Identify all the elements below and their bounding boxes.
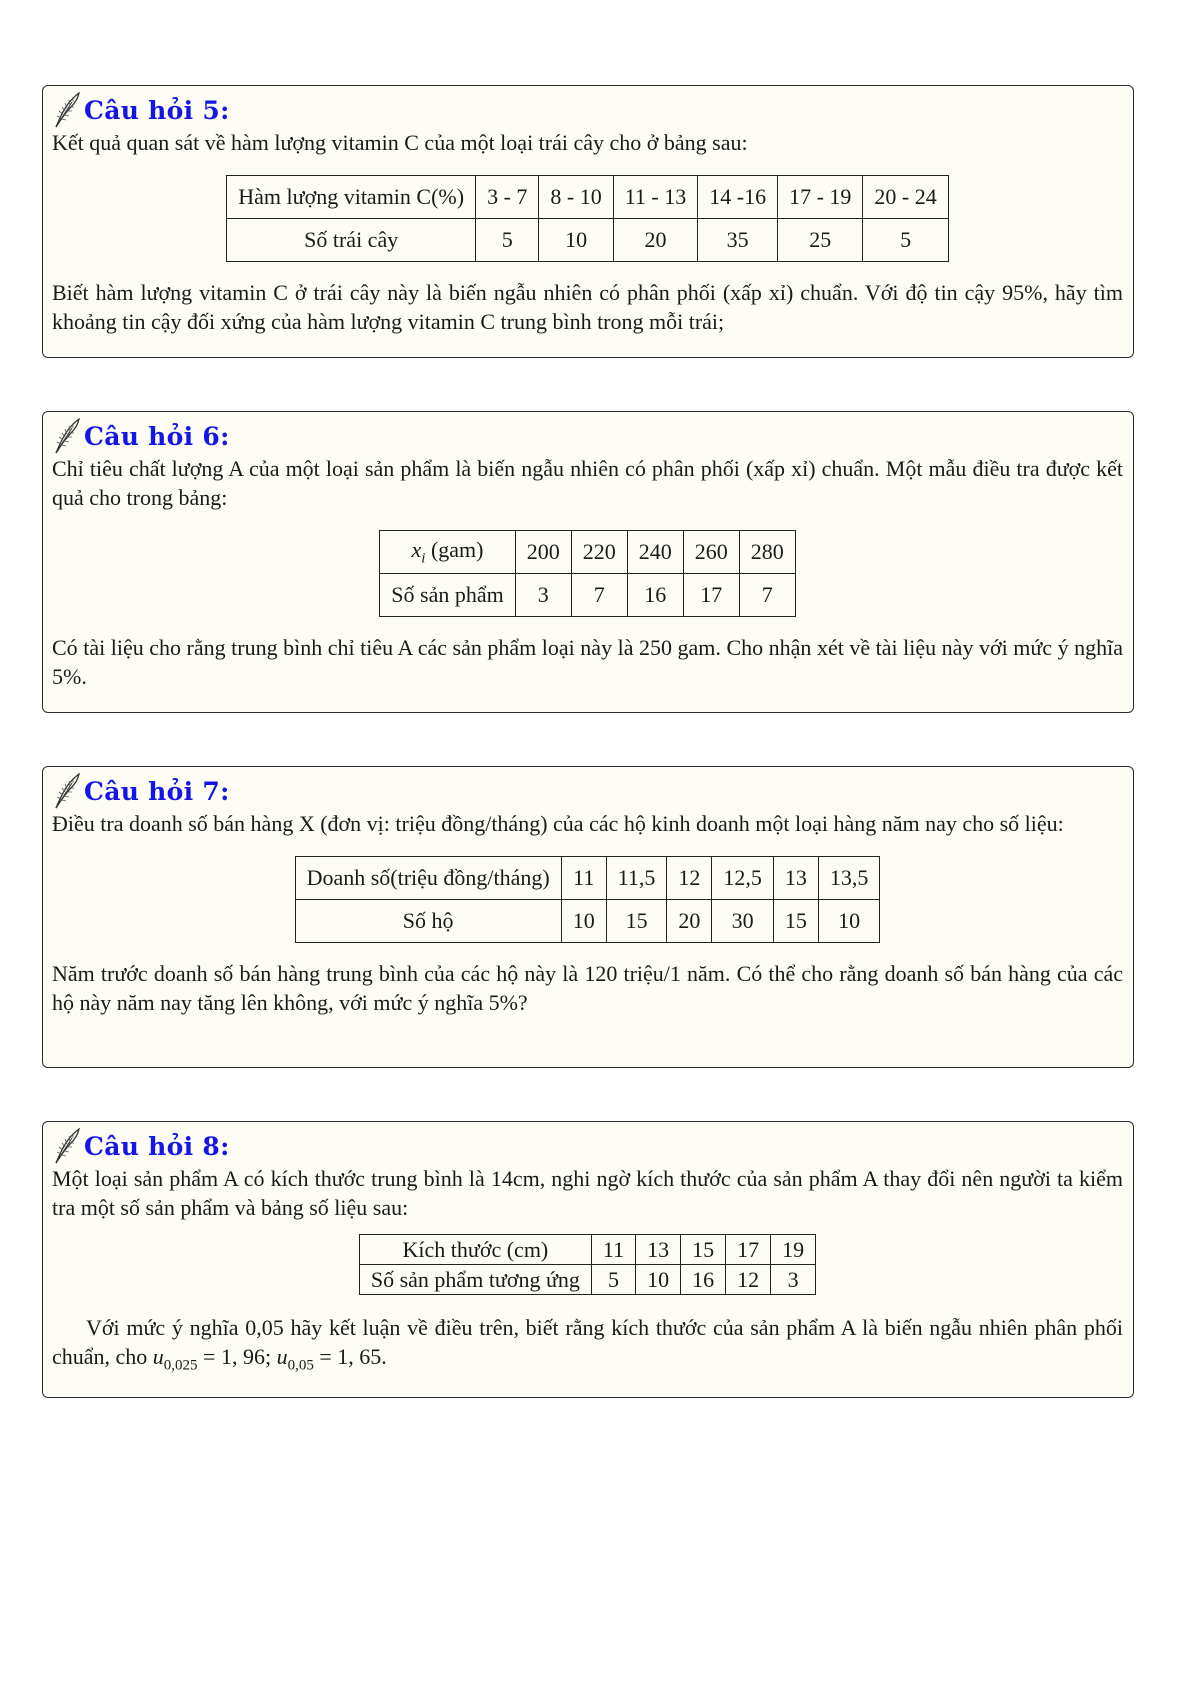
variable-subscript: i: [421, 550, 426, 567]
table-cell: 11 - 13: [613, 176, 698, 219]
question-7-box: [42, 766, 1134, 1068]
quill-icon: [52, 1128, 80, 1164]
table-row: [227, 219, 948, 262]
table-cell: 13: [773, 857, 818, 900]
quill-icon: [52, 92, 80, 128]
u-value-2: 1, 65: [337, 1344, 382, 1369]
u-variable: u: [152, 1344, 164, 1369]
table-cell: 17: [683, 574, 739, 617]
question-6-box: [42, 411, 1134, 713]
question-7-title: Câu hỏi 7:: [84, 776, 230, 806]
table-cell: 13: [636, 1235, 681, 1265]
table-cell: 220: [571, 531, 627, 574]
u-subscript-2: 0,05: [287, 1357, 314, 1374]
table-cell: 25: [778, 219, 863, 262]
question-8-header: [52, 1128, 1123, 1164]
table-cell: 10: [539, 219, 613, 262]
table-cell: 8 - 10: [539, 176, 613, 219]
table-cell: 12: [667, 857, 712, 900]
variable-x: x: [411, 536, 422, 562]
quill-icon: [52, 418, 80, 454]
row-label: Số hộ: [295, 900, 561, 943]
table-cell: 3: [771, 1265, 816, 1295]
table-row: [359, 1235, 815, 1265]
table-cell: 20 - 24: [863, 176, 948, 219]
question-8-intro: Một loại sản phẩm A có kích thước trung bình là 14cm, nghi ngờ kích thước của sản phẩm A thay đổi nên người ta kiểm tra một số sản phẩm và bảng số liệu sau:: [52, 1166, 1123, 1220]
equals-sign: =: [313, 1344, 338, 1369]
row-label: Số trái cây: [227, 219, 476, 262]
table-cell: 17 - 19: [778, 176, 863, 219]
u-value-1: 1, 96: [220, 1344, 265, 1369]
question-8-table: [359, 1234, 816, 1295]
table-cell: 12: [726, 1265, 771, 1295]
table-cell: 10: [818, 900, 880, 943]
row-label: [380, 531, 515, 574]
quill-icon: [52, 773, 80, 809]
table-cell: 5: [863, 219, 948, 262]
question-6-outro: Có tài liệu cho rằng trung bình chỉ tiêu A các sản phẩm loại này là 250 gam. Cho nhận xét về tài liệu này với mức ý nghĩa 5%.: [52, 635, 1123, 689]
table-cell: 10: [636, 1265, 681, 1295]
row-label: Kích thước (cm): [359, 1235, 591, 1265]
table-cell: 11: [561, 857, 606, 900]
table-cell: 240: [627, 531, 683, 574]
table-cell: 5: [591, 1265, 635, 1295]
row-label: Hàm lượng vitamin C(%): [227, 176, 476, 219]
question-5-outro: Biết hàm lượng vitamin C ở trái cây này là biến ngẫu nhiên có phân phối (xấp xỉ) chuẩn. Với độ tin cậy 95%, hãy tìm khoảng tin cậy đối xứng của hàm lượng vitamin C trung bình trong mỗi trái;: [52, 280, 1123, 334]
question-5-header: [52, 92, 1123, 128]
table-cell: 7: [739, 574, 795, 617]
table-cell: 280: [739, 531, 795, 574]
table-cell: 3 - 7: [476, 176, 539, 219]
u-variable: u: [276, 1344, 288, 1369]
table-row: [295, 857, 880, 900]
question-7-header: [52, 773, 1123, 809]
table-cell: 13,5: [818, 857, 880, 900]
table-row: [380, 531, 795, 574]
table-cell: 10: [561, 900, 606, 943]
equals-sign: =: [197, 1344, 221, 1369]
table-cell: 200: [515, 531, 571, 574]
table-cell: 12,5: [712, 857, 774, 900]
table-row: [227, 176, 948, 219]
question-7-table: [295, 856, 881, 943]
question-8-box: [42, 1121, 1134, 1398]
outro-text: Với mức ý nghĩa 0,05 hãy kết luận về điều trên, biết rằng kích thước của sản phẩm A là biến ngẫu nhiên phân phối chuẩn, cho: [52, 1315, 1123, 1369]
period: .: [381, 1344, 387, 1369]
question-7-outro: Năm trước doanh số bán hàng trung bình của các hộ này là 120 triệu/1 năm. Có thể cho rằng doanh số bán hàng của các hộ này năm nay tăng lên không, với mức ý nghĩa 5%?: [52, 961, 1123, 1015]
table-cell: 16: [627, 574, 683, 617]
table-cell: 35: [698, 219, 778, 262]
table-cell: 15: [681, 1235, 726, 1265]
table-cell: 3: [515, 574, 571, 617]
table-cell: 17: [726, 1235, 771, 1265]
table-cell: 11,5: [606, 857, 667, 900]
question-7-intro: Điều tra doanh số bán hàng X (đơn vị: triệu đồng/tháng) của các hộ kinh doanh một loại hàng năm nay cho số liệu:: [52, 811, 1064, 836]
question-6-title: Câu hỏi 6:: [84, 421, 230, 451]
table-cell: 15: [606, 900, 667, 943]
question-5-title: Câu hỏi 5:: [84, 95, 230, 125]
table-row: [380, 574, 795, 617]
table-cell: 5: [476, 219, 539, 262]
question-6-intro: Chỉ tiêu chất lượng A của một loại sản phẩm là biến ngẫu nhiên có phân phối (xấp xỉ) chuẩn. Một mẫu điều tra được kết quả cho trong bảng:: [52, 456, 1123, 510]
question-6-table: [379, 530, 795, 617]
table-cell: 260: [683, 531, 739, 574]
table-cell: 20: [667, 900, 712, 943]
row-label: Doanh số(triệu đồng/tháng): [295, 857, 561, 900]
table-cell: 16: [681, 1265, 726, 1295]
table-cell: 7: [571, 574, 627, 617]
question-8-outro: [52, 1313, 1123, 1380]
question-8-title: Câu hỏi 8:: [84, 1131, 230, 1161]
table-cell: 20: [613, 219, 698, 262]
u-subscript-1: 0,025: [163, 1357, 198, 1374]
table-cell: 30: [712, 900, 774, 943]
table-cell: 14 -16: [698, 176, 778, 219]
table-row: [295, 900, 880, 943]
row-label: Số sản phẩm: [380, 574, 515, 617]
unit-label: (gam): [430, 536, 484, 562]
table-cell: 11: [591, 1235, 635, 1265]
question-5-intro: Kết quả quan sát về hàm lượng vitamin C của một loại trái cây cho ở bảng sau:: [52, 130, 748, 155]
row-label: Số sản phẩm tương ứng: [359, 1265, 591, 1295]
question-5-box: [42, 85, 1134, 358]
separator: ;: [264, 1344, 277, 1369]
question-5-table: [226, 175, 948, 262]
table-cell: 15: [773, 900, 818, 943]
table-row: [359, 1265, 815, 1295]
table-cell: 19: [771, 1235, 816, 1265]
question-6-header: [52, 418, 1123, 454]
